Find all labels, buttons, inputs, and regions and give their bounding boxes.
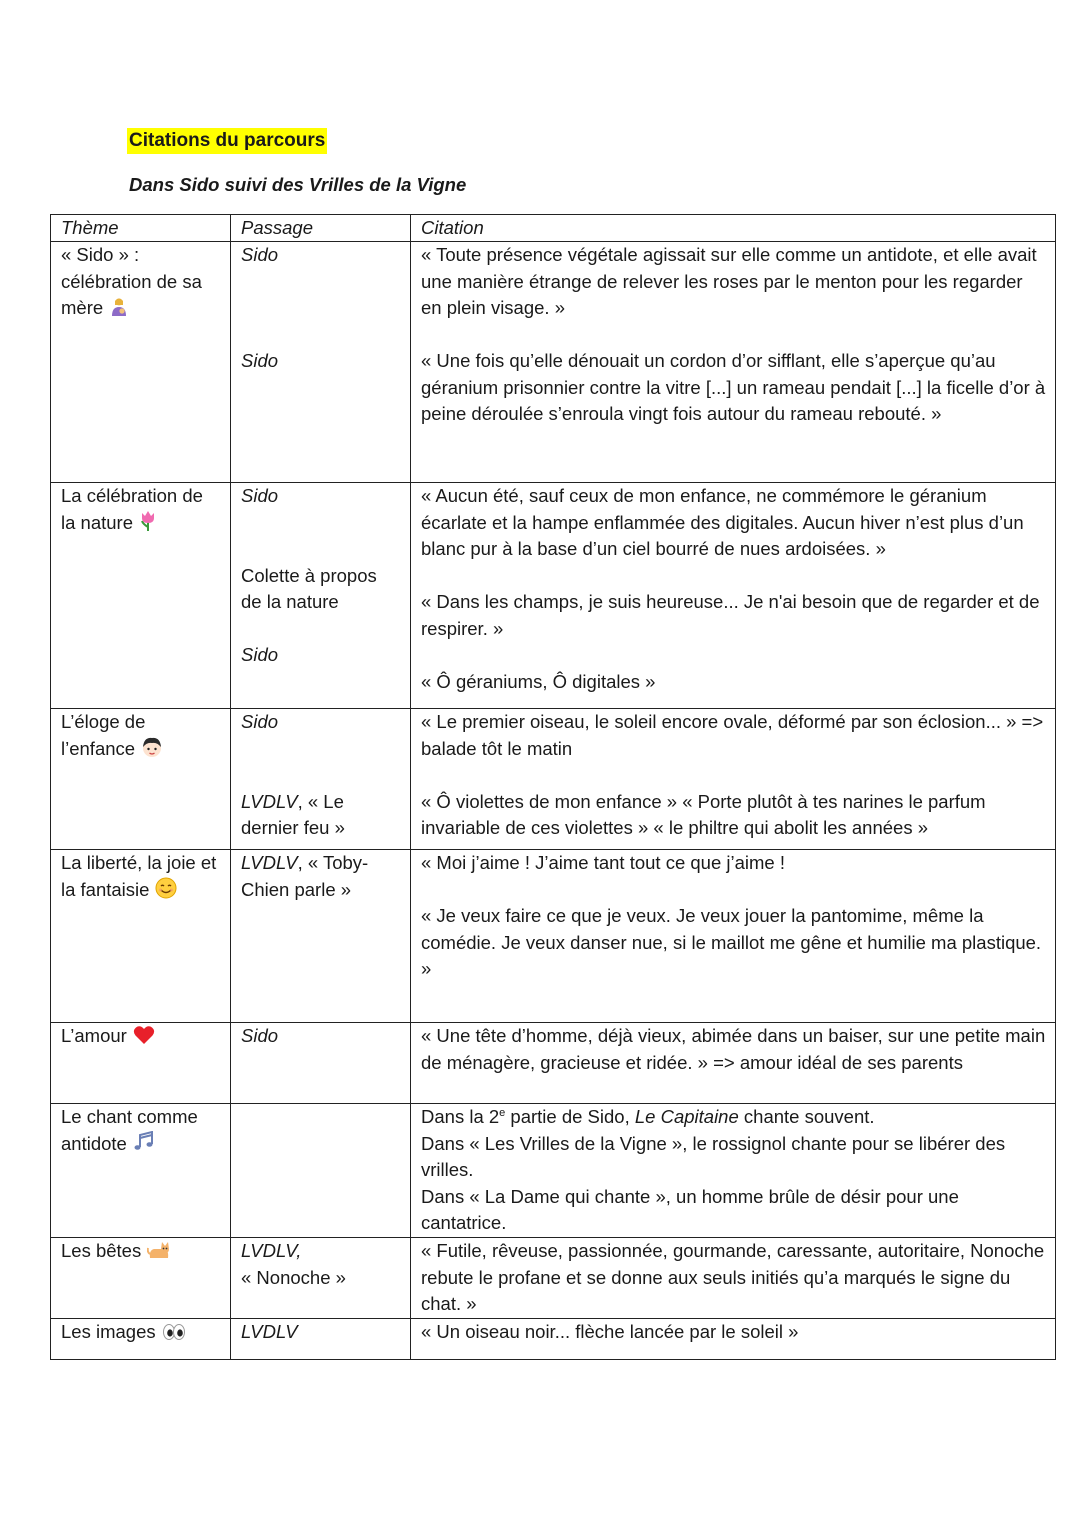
table-row xyxy=(51,850,1056,1023)
text-part: Dans la 2 xyxy=(421,1106,500,1127)
table-row xyxy=(51,709,1056,850)
text-part: partie de Sido, xyxy=(505,1106,635,1127)
theme-cell xyxy=(51,709,231,850)
passage-cell xyxy=(231,1023,411,1104)
theme-label: La célébration de la nature xyxy=(61,485,203,533)
smiling-face-icon xyxy=(155,877,177,899)
mother-icon xyxy=(109,297,129,317)
citation-text: « Une fois qu’elle dénouait un cordon d’or sifflant, elle s’aperçue qu’au géranium prisonnier contre la vitre [...] un rameau pendait [...] la ficelle d’or à peine déroulée s’enroula vingt fois autour du rameau rebouté. » xyxy=(421,350,1046,424)
citation-text: Dans « Les Vrilles de la Vigne », le rossignol chante pour se libérer des vrilles. xyxy=(421,1132,1006,1180)
table-row xyxy=(51,242,1056,483)
citation-text: « Dans les champs, je suis heureuse... Je n'ai besoin que de regarder et de respirer. » xyxy=(421,591,1040,639)
passage-label: Sido xyxy=(241,644,279,665)
book-title: Le Capitaine xyxy=(634,1106,739,1127)
citation-text: « Ô violettes de mon enfance » « Porte plutôt à tes narines le parfum invariable de ces violettes » « le philtre qui abolit les années » xyxy=(421,790,986,838)
header-passage: Passage xyxy=(231,215,411,242)
passage-cell xyxy=(231,709,411,850)
citation-text: « Une tête d’homme, déjà vieux, abimée dans un baiser, sur une petite main de ménagère, gracieuse et ridée. » => amour idéal de ses parents xyxy=(421,1025,1046,1073)
passage-label: Sido xyxy=(241,485,279,506)
eyes-icon xyxy=(162,1323,186,1341)
quotes-table xyxy=(50,214,1056,1360)
citation-cell xyxy=(411,1104,1056,1238)
passage-part: LVDLV xyxy=(241,790,298,812)
passage-cell xyxy=(231,1104,411,1238)
citation-text: « Toute présence végétale agissait sur elle comme un antidote, et elle avait une manière étrange de relever les roses par le menton pour les regarder en plein visage. » xyxy=(421,244,1037,318)
citation-cell xyxy=(411,242,1056,483)
citation-text: « Futile, rêveuse, passionnée, gourmande, caressante, autoritaire, Nonoche rebute le profane et se donne aux seuls initiés qu’a marqués le signe du chat. » xyxy=(421,1240,1045,1314)
music-notes-icon xyxy=(133,1131,155,1153)
document-subtitle: Dans Sido suivi des Vrilles de la Vigne xyxy=(129,174,467,195)
passage-label: LVDLV, xyxy=(241,1240,302,1261)
superscript: e xyxy=(499,1106,506,1119)
citation-cell xyxy=(411,709,1056,850)
passage-label: Sido xyxy=(241,350,279,371)
passage-label: Sido xyxy=(241,711,279,732)
theme-cell xyxy=(51,1104,231,1238)
citation-text: « Aucun été, sauf ceux de mon enfance, ne commémore le géranium écarlate et la hampe enflammée des digitales. Aucun hiver n’est plus d’un blanc pur à la base d’un ciel bourré de nues ardoisées. » xyxy=(421,485,1024,559)
passage-label: Sido xyxy=(241,244,279,265)
document-title: Citations du parcours xyxy=(127,128,327,154)
passage-cell xyxy=(231,242,411,483)
theme-label: Les bêtes xyxy=(61,1240,142,1261)
citation-cell xyxy=(411,1023,1056,1104)
passage-label: LVDLV xyxy=(241,1321,298,1342)
table-row xyxy=(51,1319,1056,1360)
theme-label: « Sido » : célébration de sa mère xyxy=(61,244,202,318)
passage-part: LVDLV xyxy=(241,852,298,873)
passage-cell xyxy=(231,483,411,709)
theme-label: La liberté, la joie et la fantaisie xyxy=(61,852,217,900)
tulip-icon xyxy=(139,510,157,532)
table-row xyxy=(51,1104,1056,1238)
theme-label: Les images xyxy=(61,1321,156,1342)
citation-cell xyxy=(411,1238,1056,1319)
passage-label: « Nonoche » xyxy=(241,1266,346,1288)
theme-cell xyxy=(51,483,231,709)
citation-cell xyxy=(411,483,1056,709)
theme-label: L’éloge de l’enfance xyxy=(61,711,146,759)
passage-label: LVDLV, « Toby-Chien parle » xyxy=(241,852,369,900)
citation-text: « Je veux faire ce que je veux. Je veux jouer la pantomime, même la comédie. Je veux danser nue, si le maillot me gêne et humilie ma plastique. » xyxy=(421,905,1042,979)
text-part: chante souvent. xyxy=(738,1106,875,1127)
passage-label: Colette à propos de la nature xyxy=(241,564,377,612)
header-citation: Citation xyxy=(411,215,1056,242)
table-row xyxy=(51,1023,1056,1104)
header-theme: Thème xyxy=(51,215,231,242)
theme-cell xyxy=(51,1319,231,1360)
table-row xyxy=(51,483,1056,709)
citation-text: Dans « La Dame qui chante », un homme brûle de désir pour une cantatrice. xyxy=(421,1185,959,1233)
citation-text: « Un oiseau noir... flèche lancée par le soleil » xyxy=(421,1321,799,1342)
citation-text: « Moi j’aime ! J’aime tant tout ce que j’aime ! xyxy=(421,852,785,873)
theme-cell xyxy=(51,1238,231,1319)
passage-label: LVDLV, « Le dernier feu » xyxy=(241,790,345,838)
citation-cell xyxy=(411,850,1056,1023)
citation-text: « Le premier oiseau, le soleil encore ovale, déformé par son éclosion... » => balade tôt le matin xyxy=(421,711,1044,759)
heart-icon xyxy=(133,1025,155,1045)
theme-label: Le chant comme antidote xyxy=(61,1106,198,1154)
table-row xyxy=(51,1238,1056,1319)
passage-cell xyxy=(231,1238,411,1319)
citation-cell xyxy=(411,1319,1056,1360)
theme-cell xyxy=(51,242,231,483)
passage-cell xyxy=(231,850,411,1023)
cat-icon xyxy=(147,1240,171,1260)
citation-text: « Ô géraniums, Ô digitales » xyxy=(421,670,656,692)
theme-label: L’amour xyxy=(61,1025,127,1046)
passage-label: Sido xyxy=(241,1025,279,1046)
theme-cell xyxy=(51,850,231,1023)
theme-cell xyxy=(51,1023,231,1104)
passage-cell xyxy=(231,1319,411,1360)
child-icon xyxy=(141,736,163,758)
table-header-row xyxy=(51,215,1056,242)
citation-text xyxy=(421,1104,1046,1131)
